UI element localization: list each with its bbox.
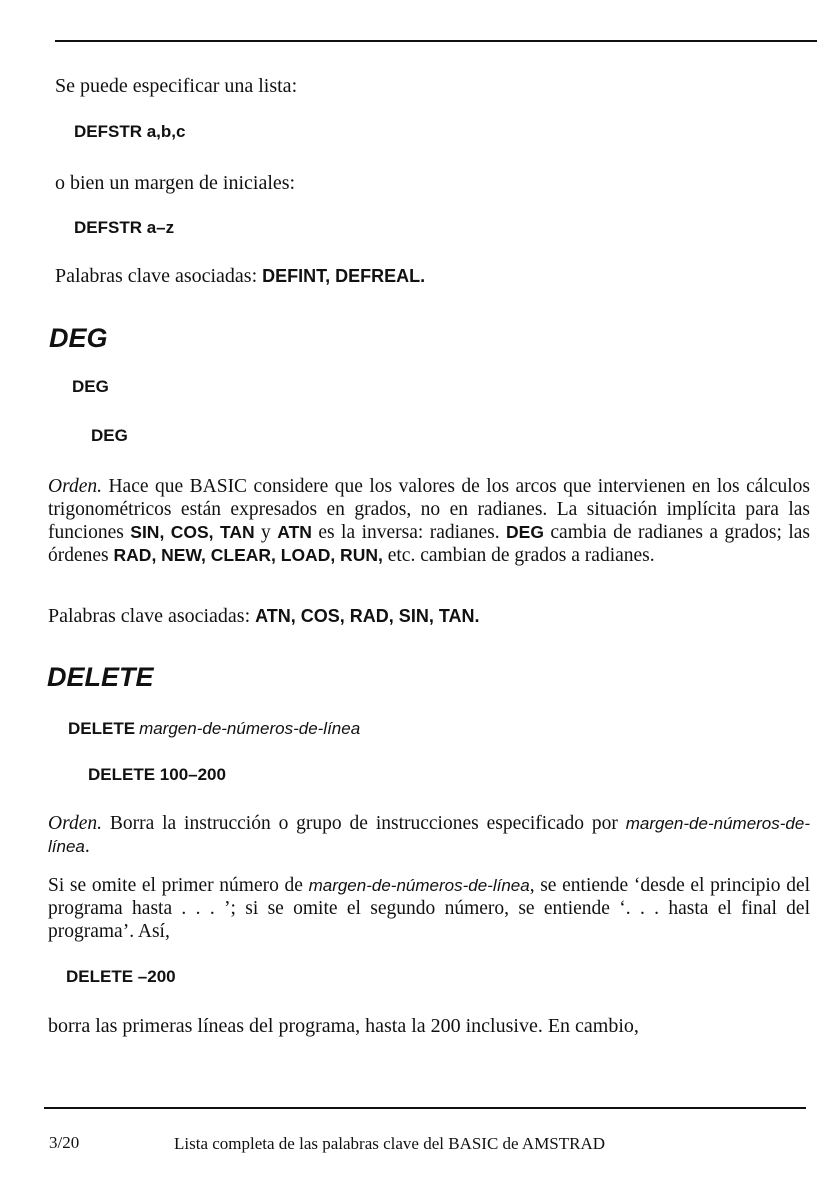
bottom-rule [44, 1107, 806, 1109]
delete-paragraph-2: Si se omite el primer número de margen-de-números-de-línea, se entiende ‘desde el principio del programa hasta . . . ’; si se omite el segundo número, se entiende ‘. . . hasta el final del programa’. Así, [48, 875, 811, 942]
assoc-prefix: Palabras clave asociadas: [48, 605, 256, 627]
assoc-keywords: ATN, COS, RAD, SIN, TAN. [255, 606, 480, 626]
delete-heading: DELETE [47, 662, 154, 692]
deg-description: Orden. Hace que BASIC considere que los valores de los arcos que intervienen en los cálculos trigonométricos están expresados en grados, no en radianes. La situación implícita para las funciones SIN, COS, TAN y ATN es la inversa: radianes. DEG cambia de radianes a grados; las órdenes RAD, NEW, CLEAR, LOAD, RUN, etc. cambian de grados a radianes. [48, 476, 810, 566]
assoc-keywords-defstr [55, 264, 425, 288]
obien-line: o bien un margen de iniciales: [55, 172, 296, 194]
code-example-defstr-range: DEFSTR a–z [74, 218, 175, 237]
desc-label: Orden. [48, 813, 102, 834]
delete-syntax-keyword: DELETE [68, 719, 136, 738]
assoc-keywords-deg [48, 604, 479, 628]
delete-example-negative: DELETE –200 [66, 967, 176, 986]
delete-example-range: DELETE 100–200 [88, 765, 226, 784]
desc-label: Orden. [48, 476, 102, 497]
delete-syntax-argument: margen-de-números-de-línea [139, 719, 361, 738]
deg-syntax: DEG [72, 377, 109, 396]
delete-syntax [68, 719, 360, 739]
footer-title: Lista completa de las palabras clave del BASIC de AMSTRAD [174, 1134, 606, 1153]
deg-heading: DEG [49, 323, 108, 353]
delete-description: Orden. Borra la instrucción o grupo de instrucciones especificado por margen-de-números-de-línea. [48, 813, 810, 857]
intro-line: Se puede especificar una lista: [55, 75, 298, 97]
assoc-keywords: DEFINT, DEFREAL. [262, 266, 426, 286]
footer-page-number: 3/20 [49, 1133, 80, 1152]
assoc-prefix: Palabras clave asociadas: [55, 265, 263, 287]
deg-example: DEG [91, 426, 128, 445]
delete-paragraph-3: borra las primeras líneas del programa, hasta la 200 inclusive. En cambio, [48, 1015, 639, 1037]
top-rule [55, 40, 817, 42]
code-example-defstr-list: DEFSTR a,b,c [74, 122, 186, 141]
